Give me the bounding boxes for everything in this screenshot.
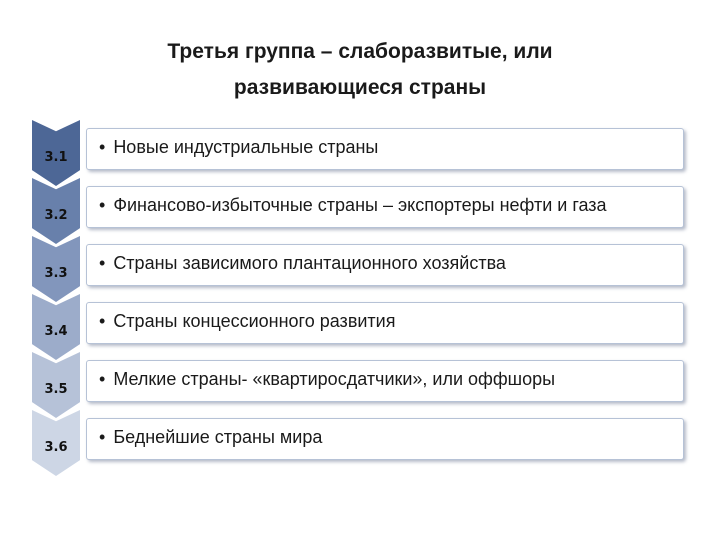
item-box: [86, 186, 684, 228]
list-item-3-3: [0, 240, 720, 298]
list-item-3-1: [0, 124, 720, 182]
item-number: 3.1: [44, 150, 68, 165]
bullet-icon: •: [99, 311, 106, 331]
bullet-icon: •: [99, 253, 106, 273]
item-text: Новые индустриальные страны: [113, 137, 379, 157]
item-number: 3.5: [44, 382, 68, 397]
item-box: [86, 244, 684, 286]
title-line-2: развивающиеся страны: [233, 76, 487, 99]
item-box: [86, 418, 684, 460]
item-box: [86, 128, 684, 170]
item-text: Финансово-избыточные страны – экспортеры нефти и газа: [113, 195, 607, 215]
bullet-icon: •: [99, 195, 106, 215]
list-item-3-6: [0, 414, 720, 472]
bullet-icon: •: [99, 369, 106, 389]
bullet-icon: •: [99, 137, 106, 157]
bullet-icon: •: [99, 427, 106, 447]
item-number: 3.6: [44, 440, 68, 455]
list-item-3-4: [0, 298, 720, 356]
item-text: Беднейшие страны мира: [113, 427, 323, 447]
item-number: 3.2: [44, 208, 68, 223]
title-line-1: Третья группа – слаборазвитые, или: [167, 40, 553, 63]
item-text: Страны зависимого плантационного хозяйства: [113, 253, 506, 273]
list-item-3-2: [0, 182, 720, 240]
item-box: [86, 302, 684, 344]
item-number: 3.4: [44, 324, 68, 339]
item-number: 3.3: [44, 266, 68, 281]
list-item-3-5: [0, 356, 720, 414]
item-text: Страны концессионного развития: [113, 311, 396, 331]
item-box: [86, 360, 684, 402]
item-text: Мелкие страны- «квартиросдатчики», или оффшоры: [113, 369, 556, 389]
